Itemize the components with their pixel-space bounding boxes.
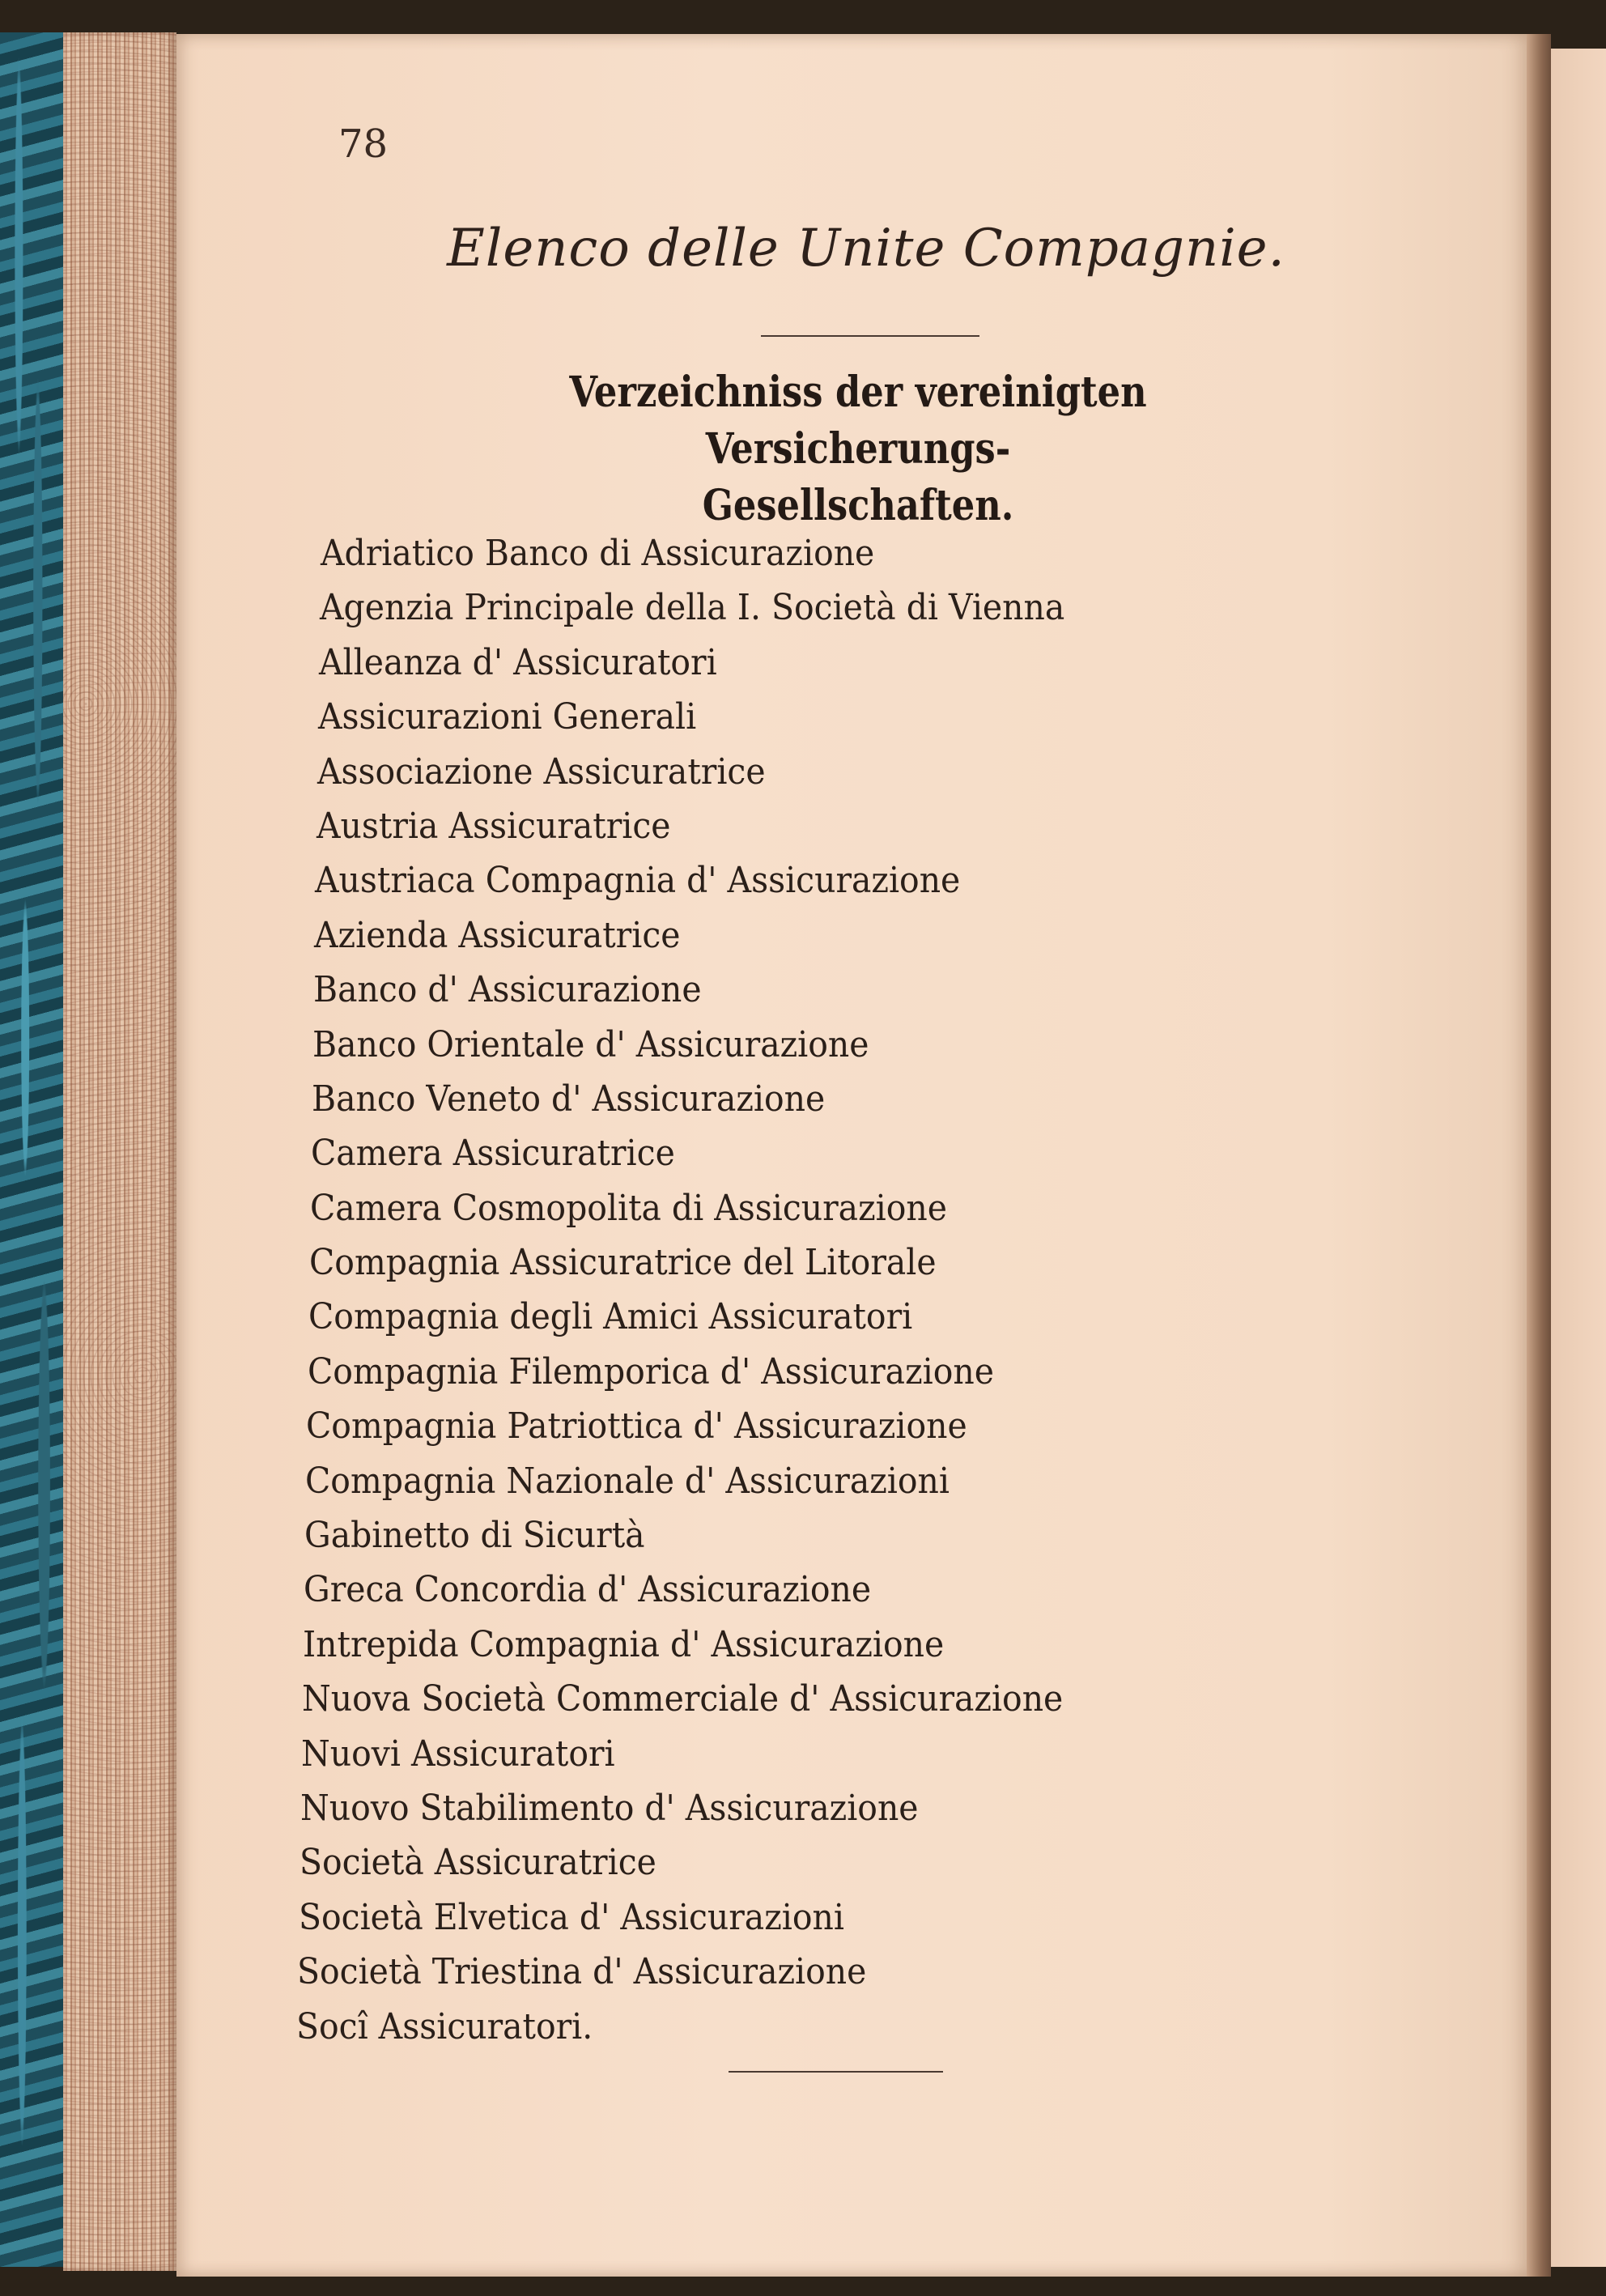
list-item: Assicurazioni Generali <box>317 696 696 738</box>
title-divider <box>761 335 979 337</box>
list-item: Banco d' Assicurazione <box>313 969 702 1011</box>
list-item: Austria Assicuratrice <box>316 805 670 847</box>
list-item: Agenzia Principale della I. Società di Vienna <box>319 587 1065 629</box>
page-title: Elenco delle Unite Compagnie. <box>447 219 1285 278</box>
list-item: Compagnia Assicuratrice del Litorale <box>308 1242 937 1284</box>
list-item: Greca Concordia d' Assicurazione <box>304 1569 872 1611</box>
list-item: Società Assicuratrice <box>299 1842 656 1884</box>
list-item: Alleanza d' Assicuratori <box>318 641 717 683</box>
list-item: Banco Orientale d' Assicurazione <box>312 1023 869 1065</box>
list-item: Gabinetto di Sicurtà <box>304 1515 645 1557</box>
list-item: Compagnia Filemporica d' Assicurazione <box>307 1350 994 1392</box>
list-item: Società Elvetica d' Assicurazioni <box>298 1896 844 1938</box>
company-list <box>296 526 1120 2054</box>
list-item: Camera Cosmopolita di Assicurazione <box>309 1187 947 1229</box>
heading-line-1: Verzeichniss der vereinigten Versicherungs- <box>569 368 1147 474</box>
list-item: Adriatico Banco di Assicurazione <box>321 533 875 574</box>
list-item: Azienda Assicuratrice <box>314 914 681 956</box>
list-item: Associazione Assicuratrice <box>317 750 766 793</box>
page-edges <box>63 32 176 2271</box>
end-divider <box>729 2071 943 2073</box>
list-item: Compagnia Nazionale d' Assicurazioni <box>305 1460 950 1502</box>
list-item: Intrepida Compagnia d' Assicurazione <box>303 1623 945 1665</box>
marbled-cover-edge <box>0 32 66 2267</box>
heading-line-2: Gesellschaften. <box>702 481 1014 530</box>
list-item: Compagnia Patriottica d' Assicurazione <box>306 1405 968 1448</box>
section-heading <box>448 364 1269 534</box>
page-gutter <box>1527 34 1551 2277</box>
list-item: Nuovi Assicuratori <box>300 1733 615 1775</box>
facing-page-edge <box>1551 49 1606 2267</box>
list-item: Compagnia degli Amici Assicuratori <box>308 1296 912 1338</box>
list-item: Socî Assicuratori. <box>296 2005 593 2047</box>
list-item: Società Triestina d' Assicurazione <box>297 1951 867 1993</box>
list-item: Nuovo Stabilimento d' Assicurazione <box>300 1787 919 1829</box>
list-item: Banco Veneto d' Assicurazione <box>312 1078 826 1120</box>
page-number: 78 <box>338 121 389 167</box>
list-item: Austriaca Compagnia d' Assicurazione <box>315 860 961 902</box>
list-item: Camera Assicuratrice <box>310 1133 675 1175</box>
list-item: Nuova Società Commerciale d' Assicurazione <box>301 1678 1064 1720</box>
